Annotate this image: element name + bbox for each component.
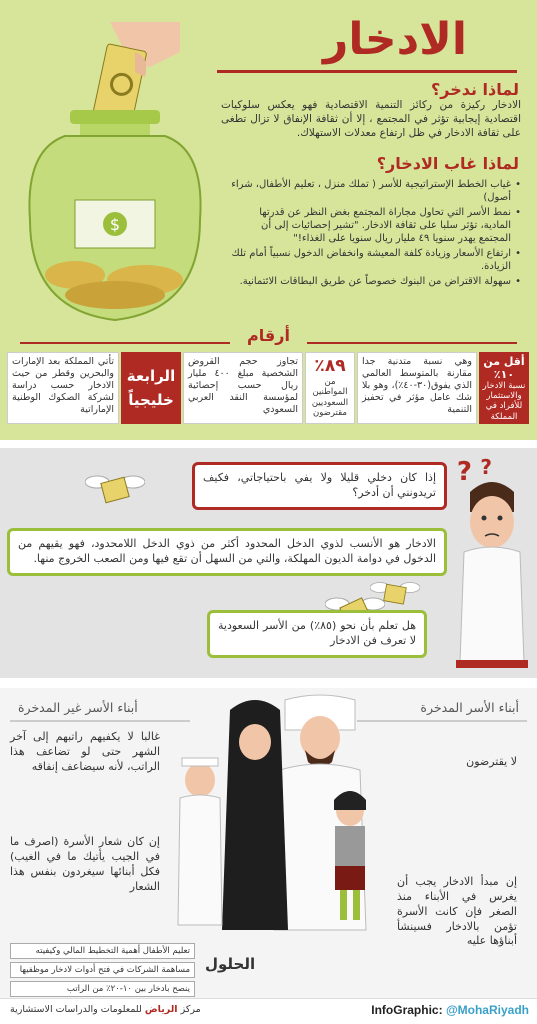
logo-prefix: مركز (180, 1004, 201, 1015)
list-item: • غياب الخطط الإستراتيجية للأسر ( تملك منزل ، تعليم الأطفال، شراء أصول) (231, 178, 521, 204)
logo-suffix: للمعلومات والدراسات الاستشارية (10, 1004, 142, 1015)
solution-item: ينصح بادخار بين ١٠-٢٠٪ من الراتب (10, 981, 195, 997)
saving-note-principle: إن مبدأ الادخار يجب أن يغرس في الأبناء منذ الصغر فإن كانت الأسرة تؤمن بالادخار فسينشأ أبناؤها عليه (397, 875, 517, 948)
svg-text:$: $ (109, 215, 121, 234)
why-absent-heading: لماذا غاب الادخار؟ (376, 154, 519, 173)
credit-label: InfoGraphic: (371, 1003, 443, 1017)
saving-families-heading: أبناء الأسر المدخرة (420, 700, 519, 715)
saving-note-no-borrowing: لا يقترضون (466, 755, 517, 768)
fact-bubble: هل تعلم بأن نحو (٨٥٪) من الأسر السعودية لا تعرف فن الادخار (207, 610, 427, 658)
svg-text:?: ? (480, 455, 492, 479)
why-absent-list (231, 178, 521, 290)
numbers-heading: أرقام (247, 326, 290, 345)
stat-card-text: تأتي المملكة بعد الإمارات والبحرين وقطر من حيث الادخار حسب دراسة لشركة الصكوك الوطنية الإماراتية (7, 352, 119, 424)
money-jar-illustration (25, 110, 205, 325)
why-save-heading: لماذا ندخر؟ (430, 80, 519, 99)
solution-item: مساهمة الشركات في فتح أدوات لادخار موظفيها (10, 962, 195, 978)
solutions-heading: الحلول (205, 955, 256, 973)
question-bubble: إذا كان دخلي قليلا ولا يفي باحتياجاتي، فكيف تريدونني أن أدخر؟ (192, 462, 447, 510)
list-item: • نمط الأسر التي تحاول مجاراة المجتمع بغض النظر عن قدرتها المادية، تؤثر سلبا على ثقافة الادخار. "تشير إحصائيات إلى أن المجتمع يهدر سنويا ٤٩ مليار ريال سنويا على الغذاء!" (231, 206, 521, 245)
twitter-handle[interactable]: @MohaRiyadh (445, 1003, 529, 1017)
logo-name: الرياض (144, 1004, 178, 1015)
svg-text:?: ? (456, 457, 472, 487)
title-underline (217, 70, 517, 73)
center-logo (10, 1004, 201, 1015)
stat-label: من المواطنين السعوديين مقترضون (311, 377, 349, 418)
list-item: • سهولة الاقتراض من البنوك خصوصاً عن طريق البطاقات الائتمانية. (231, 275, 521, 288)
page-title: الادخار (323, 14, 467, 65)
infographic-credit (371, 1003, 529, 1017)
solution-item: تعليم الأطفال أهمية التخطيط المالي وكيفيته (10, 943, 195, 959)
confused-man-illustration (452, 452, 532, 672)
list-item: • ارتفاع الأسعار وزيادة كلفة المعيشة وانخفاض الدخول نسبياً أمام تلك الزيادة. (231, 247, 521, 273)
stat-value: أقل من ١٠٪ (483, 355, 525, 381)
stat-card-text: تجاوز حجم القروض الشخصية مبلغ ٤٠٠ مليار ريال حسب إحصائية لمؤسسة النقد العربي السعودي (183, 352, 303, 424)
stat-card-gulf-rank: الرابعة خليجياً (121, 352, 181, 424)
stat-card-savings-rate (479, 352, 529, 424)
nonsaving-note-motto: إن كان شعار الأسرة (اصرف ما في الجيب يأتيك ما في الغيب) فكل أبنائها سيغردون بنفس هذا الشعار (10, 835, 160, 893)
why-save-text: الادخار ركيزة من ركائز التنمية الاقتصادية فهو يعكس سلوكيات اقتصادية إيجابية تؤثر في المجتمع ، إلا أن ثقافة الإنفاق لا تزال تطغى على ثقافة الادخار في ظل ارتفاع معدلات الاستهلاك. (221, 99, 521, 140)
nonsaving-note-salary: غالبا لا يكفيهم راتبهم إلى آخر الشهر حتى لو تضاعف هذا الراتب، لأنه سيضاعف إنفاقه (10, 730, 160, 773)
flying-money-icon (370, 575, 420, 610)
stat-card-text: وهي نسبة متدنية جدا مقارنة بالمتوسط العالمي الذي يفوق(٣٠-٤٠٪)، وهو بلا شك عامل مؤثر في تحفيز التنمية (357, 352, 477, 424)
nonsaving-families-heading (18, 700, 138, 715)
stat-value: ٨٩٪ (314, 356, 346, 376)
family-illustration (160, 690, 390, 940)
nonsaving-heading-text: أبناء الأسر غير المدخرة (18, 700, 138, 715)
flying-money-icon (85, 468, 145, 508)
answer-bubble: الادخار هو الأنسب لذوي الدخل المحدود أكثر من ذوي الدخل اللامحدود، فهو يقيهم من الدخول في دوامة الديون المهلكة، والتي من السهل أن تقع فيها ومن الصعب الخروج منها. (7, 528, 447, 576)
stat-card-borrowers (305, 352, 355, 424)
stat-label: نسبة الادخار والاستثمار للأفراد في المملكة (482, 381, 526, 422)
